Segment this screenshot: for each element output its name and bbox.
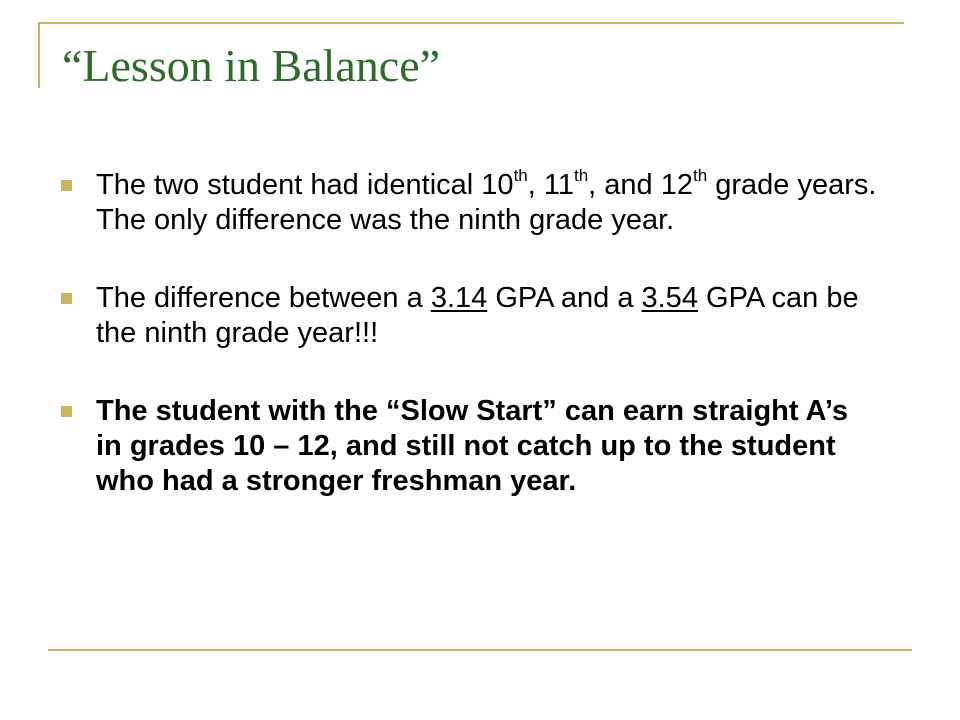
bullet-item-identical-years (60, 168, 880, 238)
slide-title: “Lesson in Balance” (62, 40, 441, 91)
gpa-value: 3.14 (430, 282, 488, 314)
bullet-item-slow-start (60, 394, 880, 499)
square-bullet-icon (61, 180, 72, 191)
ordinal-suffix: th (513, 166, 528, 185)
gpa-value: 3.54 (641, 282, 698, 314)
bullet-text: , and 12 (588, 169, 693, 201)
ordinal-suffix: th (692, 166, 708, 185)
bullet-text: , 11 (527, 169, 574, 201)
bullet-list (60, 168, 880, 499)
ordinal-suffix: th (573, 166, 589, 185)
square-bullet-icon (61, 293, 72, 304)
bullet-text: The two student had identical 10 (96, 169, 514, 201)
bullet-text: grade years. The only difference was the ninth grade year. (96, 169, 877, 236)
left-divider (38, 22, 40, 88)
square-bullet-icon (61, 406, 72, 417)
bullet-text: GPA can be the ninth grade year!!! (96, 282, 859, 349)
bullet-text: The difference between a (96, 282, 431, 314)
bottom-divider (48, 649, 912, 651)
top-divider (38, 22, 904, 24)
bullet-text: The student with the “Slow Start” can earn straight A’s in grades 10 – 12, and still not catch up to the student who had a stronger freshman year. (96, 395, 848, 497)
bullet-text: GPA and a (487, 282, 642, 314)
bullet-item-gpa-difference (60, 281, 880, 351)
